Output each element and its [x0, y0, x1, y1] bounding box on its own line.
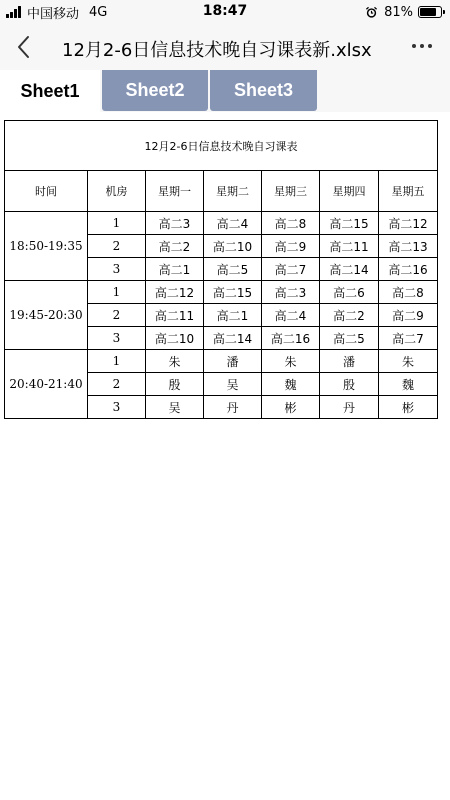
- column-header[interactable]: 星期四: [320, 171, 379, 212]
- schedule-cell[interactable]: 高二12: [146, 281, 204, 304]
- schedule-cell[interactable]: 高二9: [262, 235, 320, 258]
- schedule-cell[interactable]: 魏: [379, 373, 438, 396]
- schedule-cell[interactable]: 高二11: [146, 304, 204, 327]
- spreadsheet: [4, 120, 438, 419]
- schedule-cell[interactable]: 高二1: [146, 258, 204, 281]
- room-cell[interactable]: 1: [88, 212, 146, 235]
- carrier-label: 中国移动: [27, 6, 80, 22]
- table-row: [5, 350, 438, 373]
- time-slot-cell[interactable]: 20:40-21:40: [5, 350, 88, 419]
- column-header[interactable]: 星期一: [146, 171, 204, 212]
- schedule-cell[interactable]: 殷: [320, 373, 379, 396]
- schedule-cell[interactable]: 高二8: [262, 212, 320, 235]
- schedule-cell[interactable]: 朱: [146, 350, 204, 373]
- status-time: 18:47: [202, 3, 248, 19]
- sheet-tabs: [0, 70, 450, 112]
- table-row: [5, 281, 438, 304]
- schedule-cell[interactable]: 高二7: [379, 327, 438, 350]
- network-type: 4G: [89, 4, 108, 20]
- battery-fill: [420, 8, 436, 16]
- schedule-cell[interactable]: 高二12: [379, 212, 438, 235]
- tab-sheet3[interactable]: Sheet3: [210, 70, 317, 111]
- schedule-cell[interactable]: 高二5: [320, 327, 379, 350]
- signal-icon: [6, 6, 22, 18]
- column-header[interactable]: 星期二: [204, 171, 262, 212]
- schedule-cell[interactable]: 高二14: [204, 327, 262, 350]
- file-title: 12月2-6日信息技术晚自习课表新.xlsx: [62, 40, 372, 61]
- schedule-cell[interactable]: 彬: [379, 396, 438, 419]
- schedule-table: [4, 120, 438, 419]
- room-cell[interactable]: 1: [88, 281, 146, 304]
- time-slot-cell[interactable]: 19:45-20:30: [5, 281, 88, 350]
- status-right: [365, 4, 442, 20]
- schedule-cell[interactable]: 高二11: [320, 235, 379, 258]
- tab-sheet2[interactable]: Sheet2: [102, 70, 208, 111]
- column-header[interactable]: 星期五: [379, 171, 438, 212]
- schedule-cell[interactable]: 丹: [320, 396, 379, 419]
- schedule-cell[interactable]: 朱: [379, 350, 438, 373]
- schedule-cell[interactable]: 吴: [204, 373, 262, 396]
- schedule-cell[interactable]: 高二6: [320, 281, 379, 304]
- room-cell[interactable]: 3: [88, 327, 146, 350]
- table-header-row: [5, 171, 438, 212]
- schedule-cell[interactable]: 高二16: [262, 327, 320, 350]
- schedule-cell[interactable]: 高二10: [204, 235, 262, 258]
- schedule-cell[interactable]: 高二9: [379, 304, 438, 327]
- status-left: [6, 4, 107, 20]
- schedule-cell[interactable]: 高二14: [320, 258, 379, 281]
- app-header: [0, 24, 450, 70]
- schedule-cell[interactable]: 魏: [262, 373, 320, 396]
- table-title-row: [5, 121, 438, 171]
- status-bar: [0, 0, 450, 24]
- room-cell[interactable]: 1: [88, 350, 146, 373]
- schedule-cell[interactable]: 高二4: [262, 304, 320, 327]
- column-header[interactable]: 时间: [5, 171, 88, 212]
- alarm-icon: [365, 6, 378, 19]
- schedule-cell[interactable]: 高二15: [204, 281, 262, 304]
- room-cell[interactable]: 2: [88, 304, 146, 327]
- schedule-cell[interactable]: 高二13: [379, 235, 438, 258]
- schedule-cell[interactable]: 高二10: [146, 327, 204, 350]
- table-row: [5, 212, 438, 235]
- time-slot-cell[interactable]: 18:50-19:35: [5, 212, 88, 281]
- schedule-cell[interactable]: 殷: [146, 373, 204, 396]
- room-cell[interactable]: 2: [88, 373, 146, 396]
- tab-sheet1[interactable]: Sheet1: [0, 70, 100, 112]
- chevron-left-icon[interactable]: [14, 34, 34, 60]
- schedule-cell[interactable]: 高二4: [204, 212, 262, 235]
- schedule-cell[interactable]: 潘: [204, 350, 262, 373]
- schedule-cell[interactable]: 高二2: [320, 304, 379, 327]
- room-cell[interactable]: 2: [88, 235, 146, 258]
- battery-icon: [418, 6, 442, 18]
- schedule-cell[interactable]: 高二8: [379, 281, 438, 304]
- schedule-cell[interactable]: 高二5: [204, 258, 262, 281]
- schedule-cell[interactable]: 潘: [320, 350, 379, 373]
- table-body: [5, 121, 438, 419]
- schedule-cell[interactable]: 高二16: [379, 258, 438, 281]
- column-header[interactable]: 星期三: [262, 171, 320, 212]
- schedule-cell[interactable]: 高二15: [320, 212, 379, 235]
- schedule-cell[interactable]: 高二2: [146, 235, 204, 258]
- schedule-cell[interactable]: 高二3: [146, 212, 204, 235]
- schedule-cell[interactable]: 高二3: [262, 281, 320, 304]
- schedule-cell[interactable]: 丹: [204, 396, 262, 419]
- room-cell[interactable]: 3: [88, 396, 146, 419]
- column-header[interactable]: 机房: [88, 171, 146, 212]
- schedule-cell[interactable]: 吴: [146, 396, 204, 419]
- schedule-cell[interactable]: 高二7: [262, 258, 320, 281]
- room-cell[interactable]: 3: [88, 258, 146, 281]
- schedule-cell[interactable]: 彬: [262, 396, 320, 419]
- schedule-cell[interactable]: 朱: [262, 350, 320, 373]
- schedule-cell[interactable]: 高二1: [204, 304, 262, 327]
- table-title[interactable]: 12月2-6日信息技术晚自习课表: [5, 121, 438, 171]
- battery-percent: 81%: [384, 4, 413, 20]
- more-horizontal-icon[interactable]: [408, 44, 432, 48]
